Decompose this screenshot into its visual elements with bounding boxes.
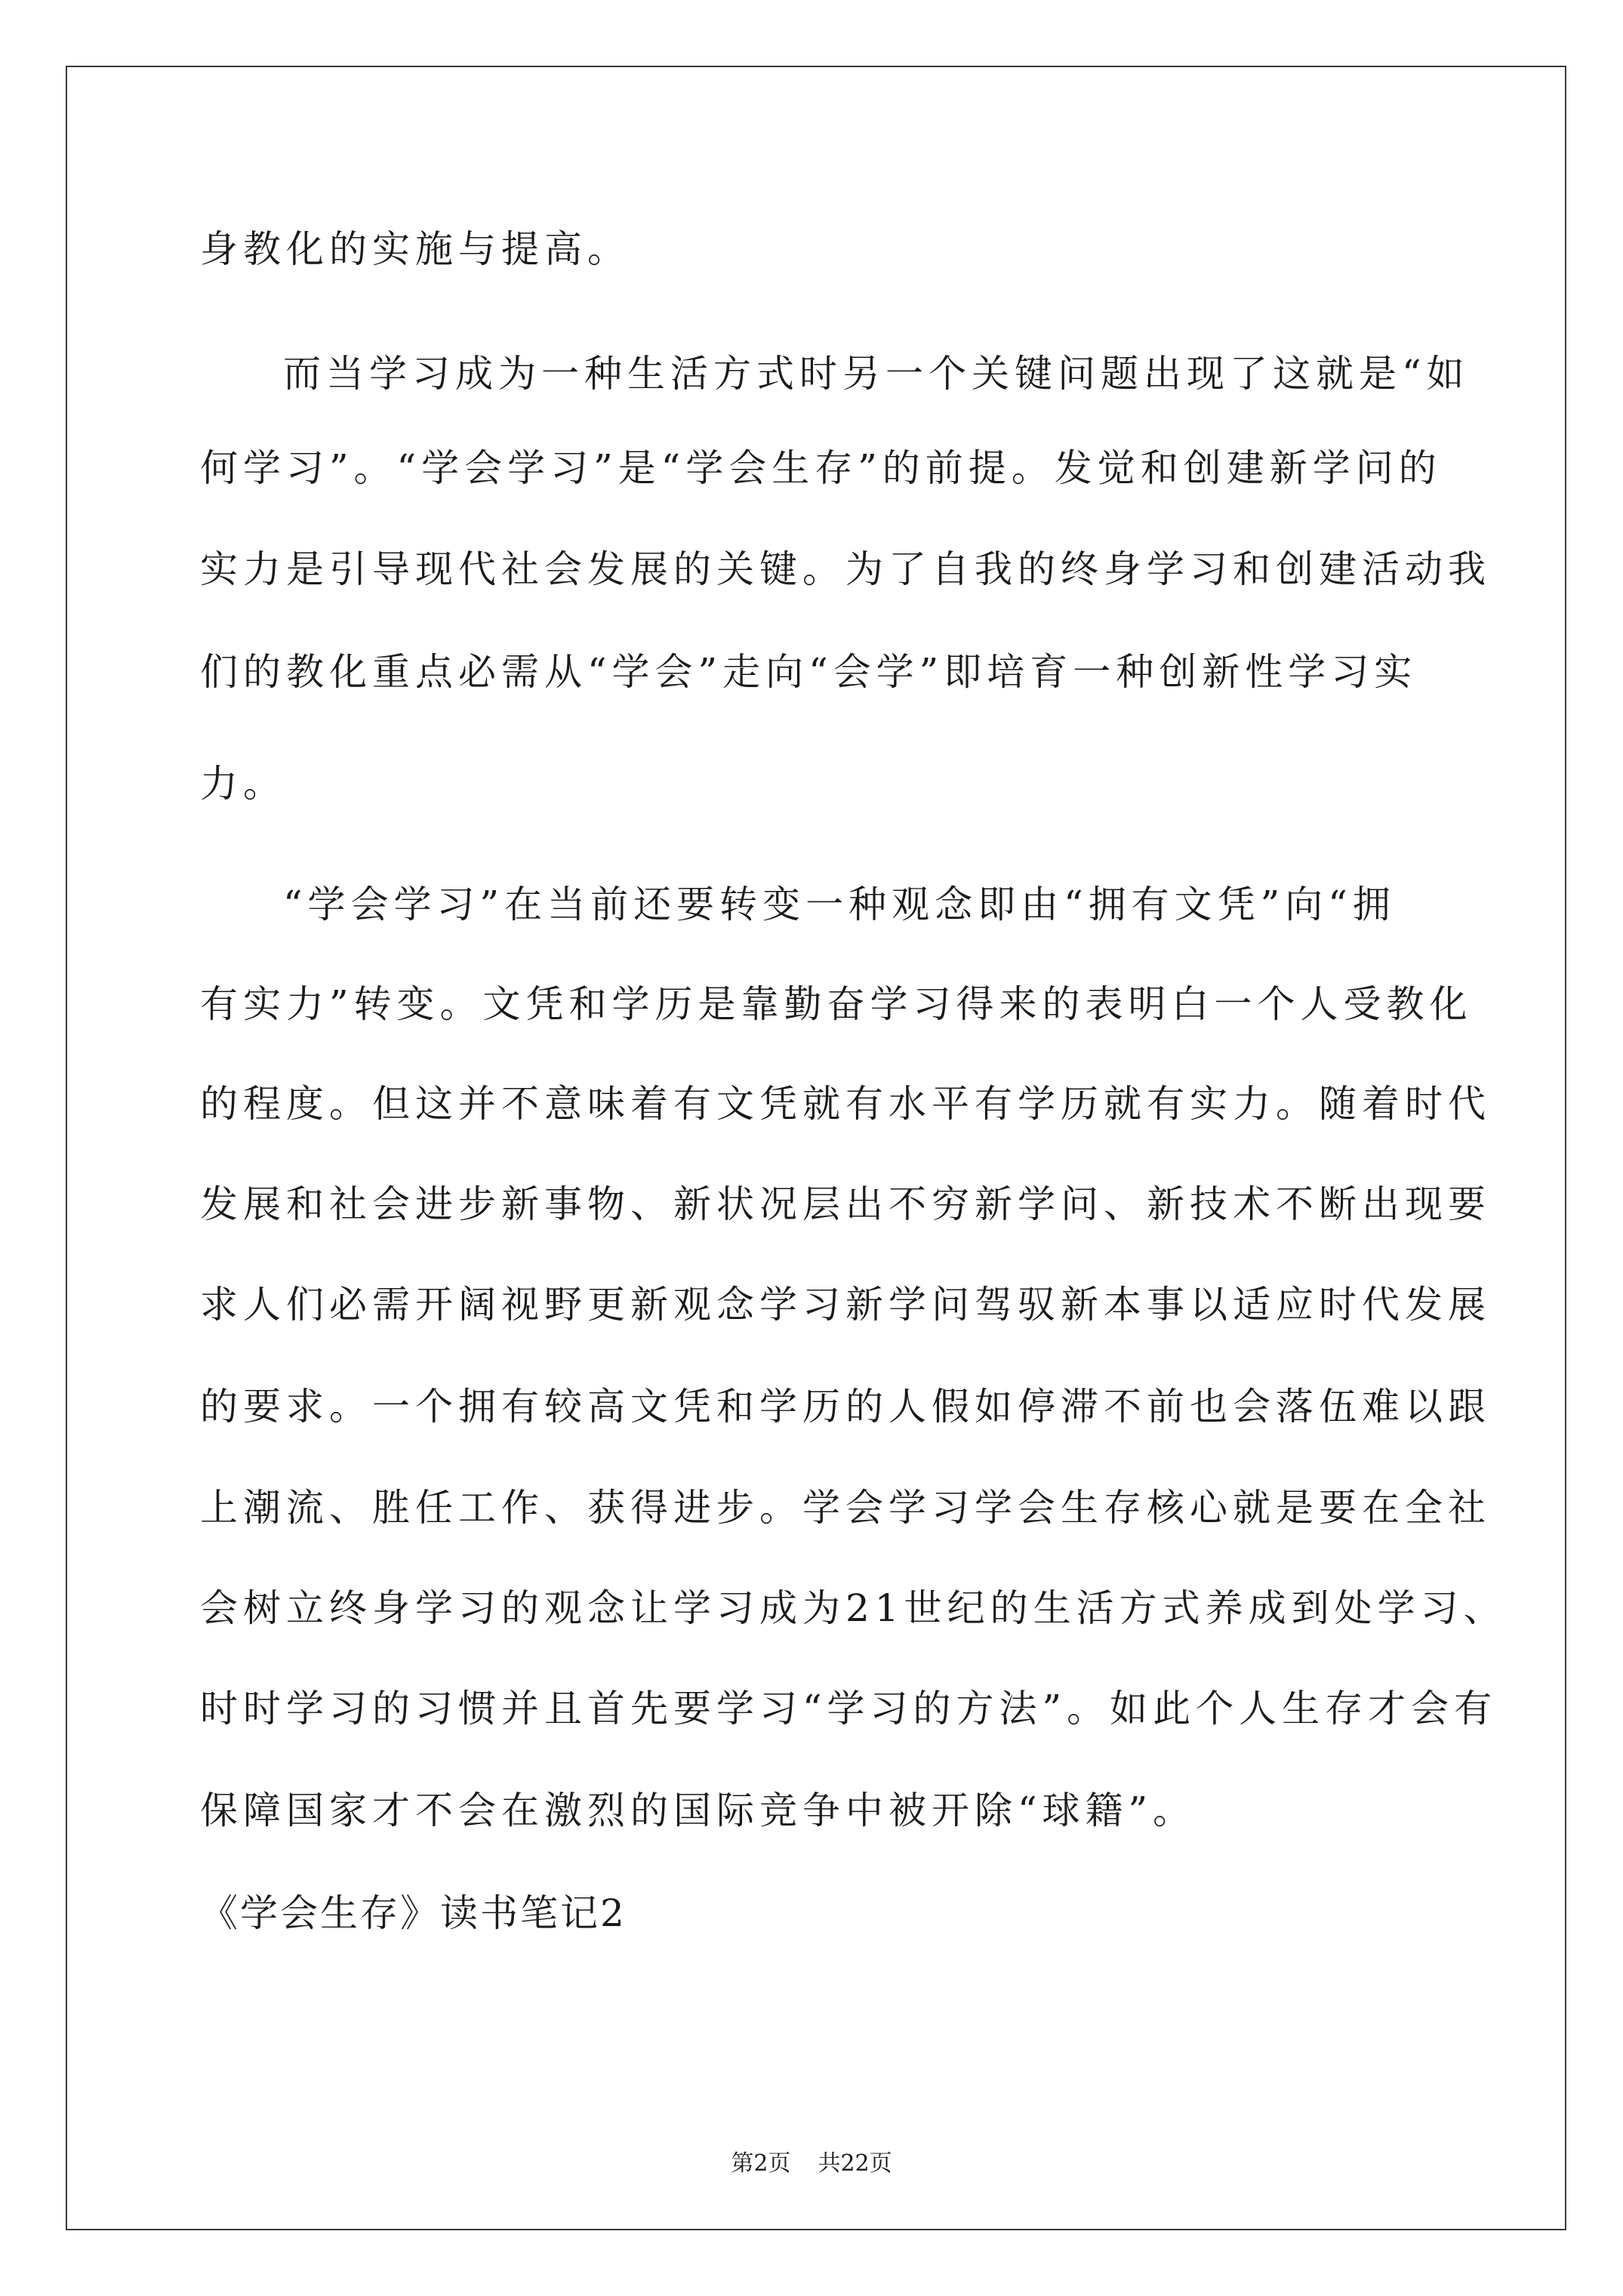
text-line: 保障国家才不会在激烈的国际竞争中被开除“球籍”。 <box>200 1789 1196 1832</box>
text-line: 会树立终身学习的观念让学习成为21世纪的生活方式养成到处学习、 <box>200 1586 1507 1630</box>
text-line: 时时学习的习惯并且首先要学习“学习的方法”。如此个人生存才会有 <box>200 1687 1498 1730</box>
text-line: 发展和社会进步新事物、新状况层出不穷新学问、新技术不断出现要 <box>200 1182 1491 1226</box>
text-line: 的要求。一个拥有较高文凭和学历的人假如停滞不前也会落伍难以跟 <box>200 1385 1491 1428</box>
text-line: 实力是引导现代社会发展的关键。为了自我的终身学习和创建活动我 <box>200 547 1491 591</box>
page-total: 共22页 <box>818 2150 892 2177</box>
text-line: 上潮流、胜任工作、获得进步。学会学习学会生存核心就是要在全社 <box>200 1486 1491 1530</box>
text-line: 何学习”。“学会学习”是“学会生存”的前提。发觉和创建新学问的 <box>200 446 1442 490</box>
text-line: 有实力”转变。文凭和学历是靠勤奋学习得来的表明白一个人受教化 <box>200 982 1473 1026</box>
text-line: 力。 <box>200 762 286 806</box>
page-footer <box>0 2150 1623 2177</box>
text-line: 的程度。但这并不意味着有文凭就有水平有学历就有实力。随着时代 <box>200 1082 1491 1126</box>
text-line: 求人们必需开阔视野更新观念学习新学问驾驭新本事以适应时代发展 <box>200 1283 1491 1327</box>
text-line: 们的教化重点必需从“学会”走向“会学”即培育一种创新性学习实 <box>200 650 1418 694</box>
page-number: 第2页 <box>731 2150 791 2177</box>
section-heading: 《学会生存》读书笔记2 <box>200 1891 627 1935</box>
text-line: 身教化的实施与提高。 <box>200 227 630 271</box>
paragraph-start-line: 而当学习成为一种生活方式时另一个关键问题出现了这就是“如 <box>283 352 1470 396</box>
paragraph-start-line: “学会学习”在当前还要转变一种观念即由“拥有文凭”向“拥 <box>283 883 1396 926</box>
